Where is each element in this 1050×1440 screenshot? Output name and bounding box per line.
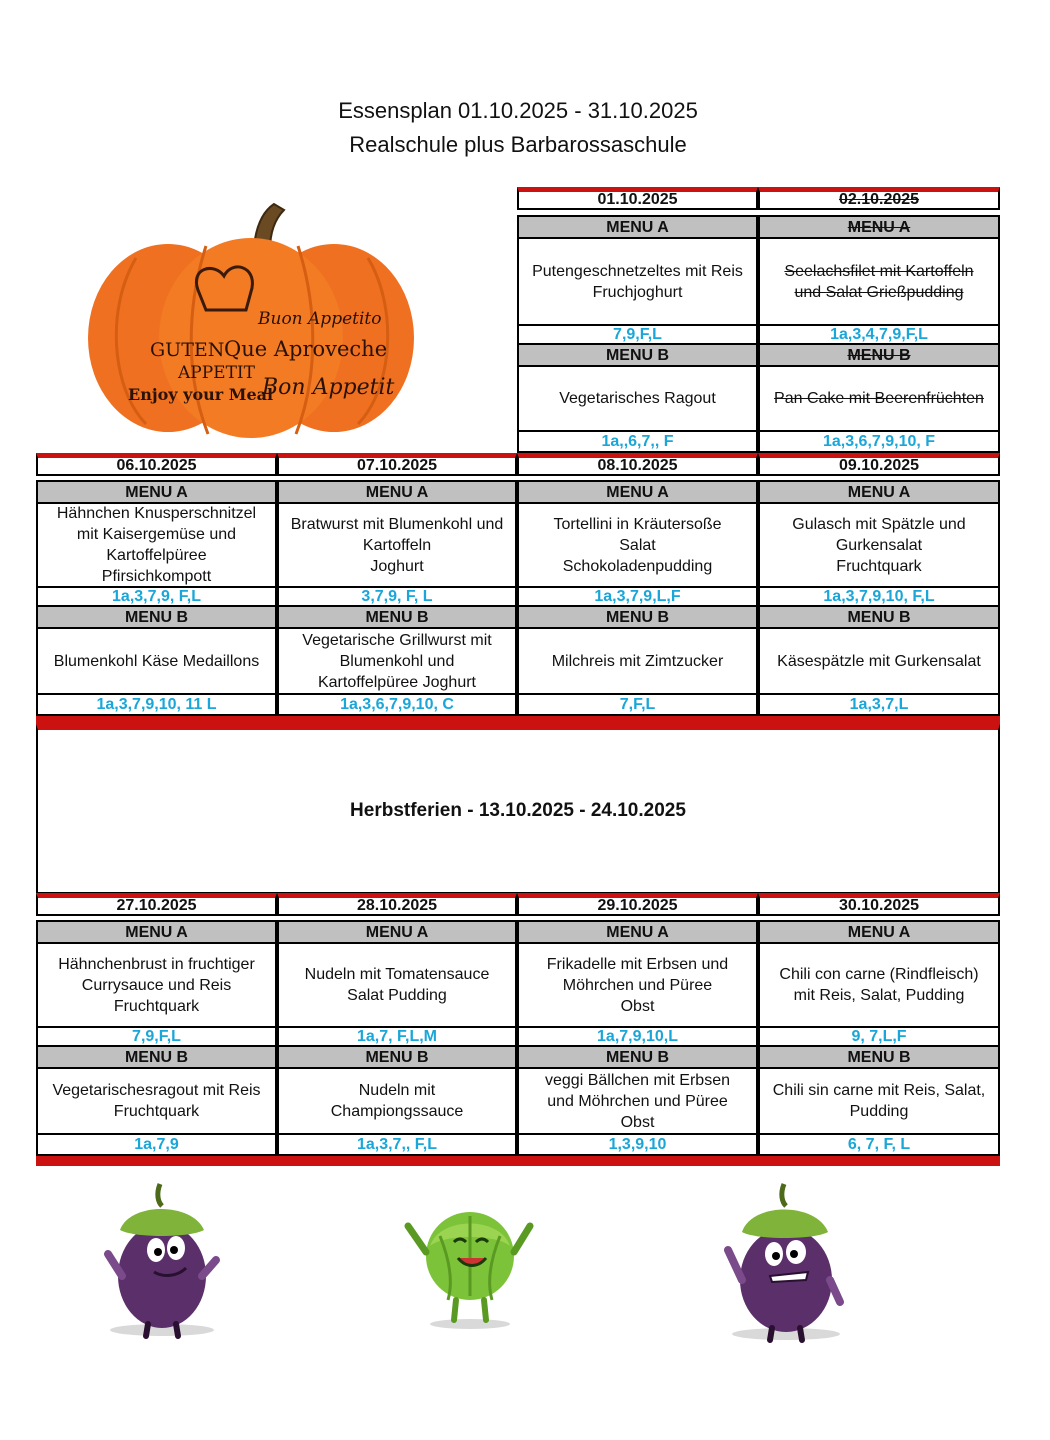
allergen-codes: 1a,7,9 xyxy=(36,1133,277,1156)
allergen-codes: 1a,3,7,9,10, F,L xyxy=(758,586,1000,607)
day-header: 09.10.2025 xyxy=(758,453,1000,476)
menu-b-label: MENU B xyxy=(277,1045,517,1069)
allergen-codes: 1a,7, F,L,M xyxy=(277,1026,517,1047)
allergen-codes: 9, 7,L,F xyxy=(758,1026,1000,1047)
menu-b-label: MENU B xyxy=(758,343,1000,367)
menu-a-label: MENU A xyxy=(517,480,758,504)
menu-b-label: MENU B xyxy=(36,1045,277,1069)
menu-b-label: MENU B xyxy=(758,605,1000,629)
day-header: 07.10.2025 xyxy=(277,453,517,476)
menu-b-label: MENU B xyxy=(517,1045,758,1069)
menu-a-dish: Nudeln mit Tomatensauce Salat Pudding xyxy=(277,942,517,1028)
day-header: 01.10.2025 xyxy=(517,187,758,210)
menu-a-label: MENU A xyxy=(758,215,1000,239)
allergen-codes: 1a,3,7,9,10, 11 L xyxy=(36,693,277,716)
menu-a-label: MENU A xyxy=(517,215,758,239)
menu-a-label: MENU A xyxy=(758,480,1000,504)
menu-b-label: MENU B xyxy=(277,605,517,629)
menu-a-label: MENU A xyxy=(36,480,277,504)
allergen-codes: 1a,3,7,9, F,L xyxy=(36,586,277,607)
allergen-codes: 1a,3,6,7,9,10, F xyxy=(758,430,1000,453)
allergen-codes: 3,7,9, F, L xyxy=(277,586,517,607)
allergen-codes: 1a,3,4,7,9,F,L xyxy=(758,324,1000,345)
menu-a-label: MENU A xyxy=(758,920,1000,944)
menu-a-dish: Hähnchenbrust in fruchtiger Currysauce und Reis Fruchtquark xyxy=(36,942,277,1028)
allergen-codes: 1a,3,7,9,L,F xyxy=(517,586,758,607)
menu-b-dish: Nudeln mit Championgssauce xyxy=(277,1067,517,1135)
menu-a-dish: Hähnchen Knusperschnitzel mit Kaisergemüse und Kartoffelpüree Pfirsichkompott xyxy=(36,502,277,588)
eggplant-mascot-left xyxy=(100,1180,230,1340)
day-header: 28.10.2025 xyxy=(277,893,517,916)
menu-a-label: MENU A xyxy=(277,920,517,944)
menu-b-dish: Pan Cake mit Beerenfrüchten xyxy=(758,365,1000,432)
allergen-codes: 1,3,9,10 xyxy=(517,1133,758,1156)
allergen-codes: 7,9,F,L xyxy=(36,1026,277,1047)
page-title: Essensplan 01.10.2025 - 31.10.2025 xyxy=(338,98,698,123)
cabbage-mascot xyxy=(400,1196,540,1336)
menu-b-dish: Blumenkohl Käse Medaillons xyxy=(36,627,277,695)
pumpkin-text-enjoy: Enjoy your Meal xyxy=(128,385,274,404)
pumpkin-text-guten: GUTEN xyxy=(150,339,225,361)
bottom-rule xyxy=(36,1156,1000,1166)
school-name: Realschule plus Barbarossaschule xyxy=(349,132,687,157)
allergen-codes: 1a,3,6,7,9,10, C xyxy=(277,693,517,716)
allergen-codes: 7,9,F,L xyxy=(517,324,758,345)
separator-rule xyxy=(36,716,1000,724)
day-header: 08.10.2025 xyxy=(517,453,758,476)
menu-b-dish: Milchreis mit Zimtzucker xyxy=(517,627,758,695)
pumpkin-text-que: Que Aproveche xyxy=(224,337,388,361)
menu-b-label: MENU B xyxy=(758,1045,1000,1069)
menu-a-dish: Frikadelle mit Erbsen und Möhrchen und Püree Obst xyxy=(517,942,758,1028)
menu-b-dish: Vegetarische Grillwurst mit Blumenkohl und Kartoffelpüree Joghurt xyxy=(277,627,517,695)
menu-b-label: MENU B xyxy=(36,605,277,629)
menu-b-label: MENU B xyxy=(517,605,758,629)
allergen-codes: 1a,3,7,L xyxy=(758,693,1000,716)
day-header: 27.10.2025 xyxy=(36,893,277,916)
day-header: 29.10.2025 xyxy=(517,893,758,916)
menu-a-label: MENU A xyxy=(277,480,517,504)
menu-a-dish: Chili con carne (Rindfleisch) mit Reis, Salat, Pudding xyxy=(758,942,1000,1028)
eggplant-mascot-right xyxy=(716,1180,856,1345)
menu-a-dish: Gulasch mit Spätzle und Gurkensalat Fruchtquark xyxy=(758,502,1000,588)
menu-a-dish: Bratwurst mit Blumenkohl und Kartoffeln Joghurt xyxy=(277,502,517,588)
menu-b-label: MENU B xyxy=(517,343,758,367)
holiday-banner: Herbstferien - 13.10.2025 - 24.10.2025 xyxy=(36,724,1000,894)
day-header: 06.10.2025 xyxy=(36,453,277,476)
menu-b-dish: Vegetarisches Ragout xyxy=(517,365,758,432)
allergen-codes: 7,F,L xyxy=(517,693,758,716)
menu-a-label: MENU A xyxy=(36,920,277,944)
allergen-codes: 1a,3,7,, F,L xyxy=(277,1133,517,1156)
allergen-codes: 1a,7,9,10,L xyxy=(517,1026,758,1047)
allergen-codes: 1a,,6,7,, F xyxy=(517,430,758,453)
day-header: 30.10.2025 xyxy=(758,893,1000,916)
menu-a-dish: Putengeschnetzeltes mit Reis Fruchjoghurt xyxy=(517,237,758,326)
pumpkin-illustration xyxy=(86,198,416,448)
menu-b-dish: Käsespätzle mit Gurkensalat xyxy=(758,627,1000,695)
pumpkin-text-appetit: APPETIT xyxy=(178,363,255,383)
menu-b-dish: Vegetarischesragout mit Reis Fruchtquark xyxy=(36,1067,277,1135)
menu-a-dish: Tortellini in Kräutersoße Salat Schokoladenpudding xyxy=(517,502,758,588)
menu-a-label: MENU A xyxy=(517,920,758,944)
menu-b-dish: Chili sin carne mit Reis, Salat, Pudding xyxy=(758,1067,1000,1135)
menu-a-dish: Seelachsfilet mit Kartoffeln und Salat Grießpudding xyxy=(758,237,1000,326)
pumpkin-text-bon: Bon Appetit xyxy=(262,375,395,400)
pumpkin-text-buon: Buon Appetito xyxy=(258,309,382,329)
allergen-codes: 6, 7, F, L xyxy=(758,1133,1000,1156)
menu-b-dish: veggi Bällchen mit Erbsen und Möhrchen und Püree Obst xyxy=(517,1067,758,1135)
day-header-cancelled: 02.10.2025 xyxy=(758,187,1000,210)
